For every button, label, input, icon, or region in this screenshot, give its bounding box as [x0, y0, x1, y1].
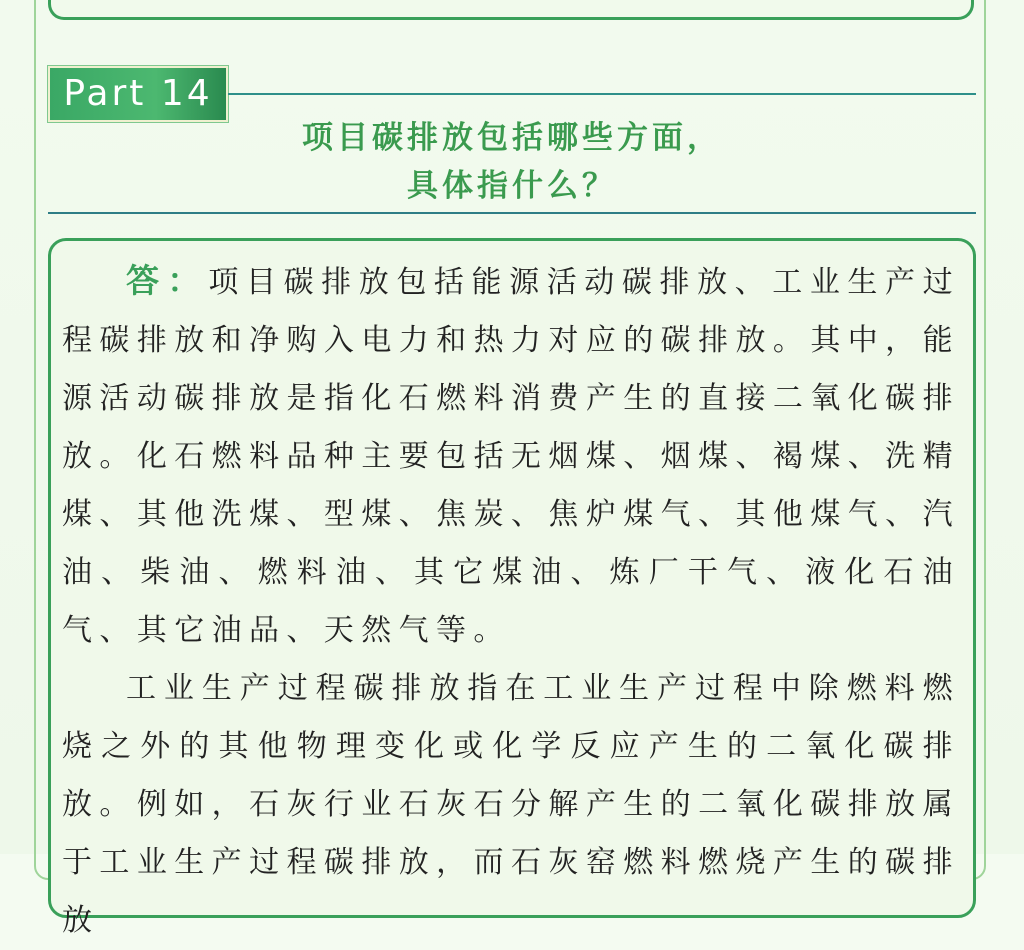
- question-divider: [48, 212, 976, 214]
- question-line-1: 项目碳排放包括哪些方面，: [302, 120, 722, 156]
- answer-paragraph-1: [62, 252, 960, 660]
- answer-paragraph-2: 工业生产过程碳排放指在工业生产过程中除燃料燃烧之外的其他物理变化或化学反应产生的二氧化碳排放。例如，石灰行业石灰石分解产生的二氧化碳排放属于工业生产过程碳排放，而石灰窑燃料燃烧产生的碳排放: [62, 671, 960, 938]
- part-number-badge: Part 14: [48, 66, 228, 122]
- previous-section-card: [48, 0, 974, 20]
- answer-label: 答：: [126, 261, 209, 300]
- question-line-2: 具体指什么？: [407, 168, 617, 204]
- question-heading: [60, 114, 964, 210]
- answer-body: [62, 252, 960, 950]
- answer-paragraph-1-text: 项目碳排放包括能源活动碳排放、工业生产过程碳排放和净购入电力和热力对应的碳排放。其中，能源活动碳排放是指化石燃料消费产生的直接二氧化碳排放。化石燃料品种主要包括无烟煤、烟煤、褐煤、洗精煤、其他洗煤、型煤、焦炭、焦炉煤气、其他煤气、汽油、柴油、燃料油、其它煤油、炼厂干气、液化石油气、其它油品、天然气等。: [62, 265, 961, 648]
- part-header-rule: [228, 93, 976, 95]
